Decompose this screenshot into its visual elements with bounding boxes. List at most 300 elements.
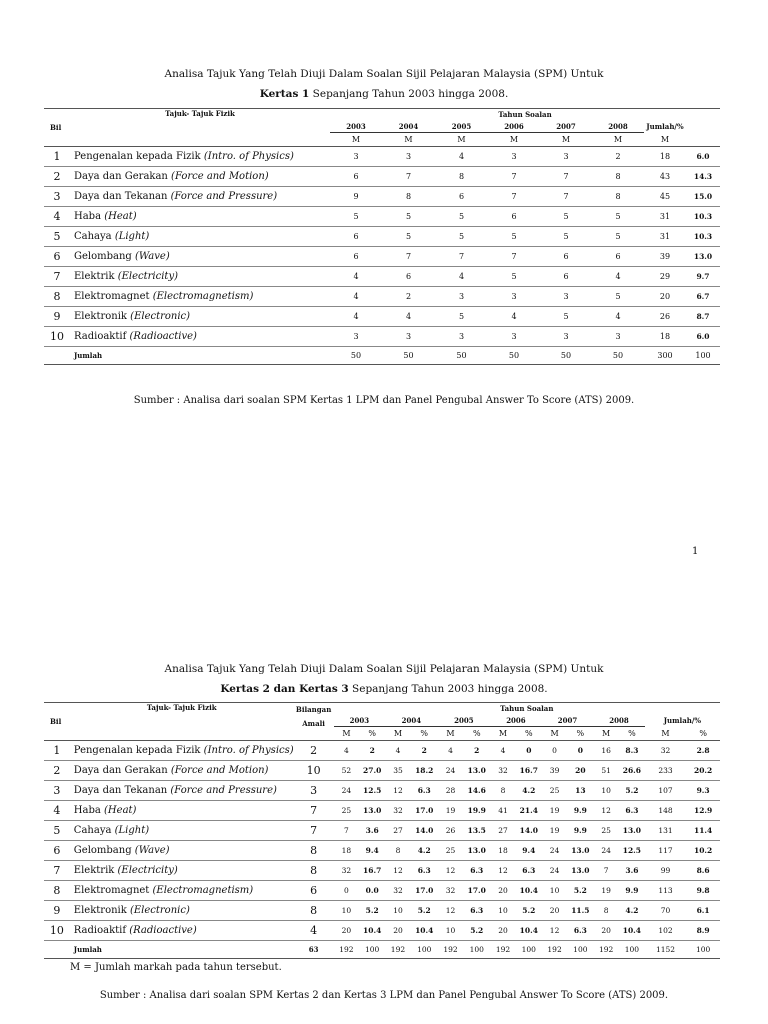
row-percent: 6.1 (686, 901, 720, 921)
pct-value: 6.3 (567, 921, 593, 941)
table-row (44, 821, 720, 841)
row-percent: 12.9 (686, 801, 720, 821)
pct-value: 27.0 (359, 761, 385, 781)
pct-value: 0 (567, 741, 593, 761)
pct-value: 10.4 (359, 921, 385, 941)
row-amali: 8 (294, 901, 334, 921)
row-percent: 8.7 (686, 307, 720, 327)
m-value: 5 (435, 207, 488, 227)
jumlah-value: 100 (516, 941, 542, 959)
row-bil: 9 (44, 307, 70, 327)
topic-malay: Gelombang (74, 251, 135, 262)
row-percent: 8.9 (686, 921, 720, 941)
row-total: 26 (644, 307, 686, 327)
m-header: M (542, 727, 568, 741)
topic-malay: Daya dan Tekanan (74, 191, 171, 202)
pct-value: 11.5 (567, 901, 593, 921)
topic-english: (Intro. of Physics) (203, 151, 294, 162)
topic-english: (Force and Motion) (171, 171, 269, 182)
row-percent: 6.7 (686, 287, 720, 307)
pct-value: 16.7 (359, 861, 385, 881)
pct-value: 8.3 (619, 741, 645, 761)
m-value: 3 (382, 327, 435, 347)
pct-value: 5.2 (516, 901, 542, 921)
page2-title-bold: Kertas 2 dan Kertas 3 (220, 683, 349, 695)
table-row (44, 307, 720, 327)
row-percent: 13.0 (686, 247, 720, 267)
row-bil: 9 (44, 901, 70, 921)
pct-value: 4.2 (411, 841, 438, 861)
m-value: 8 (592, 187, 644, 207)
jumlah-label: Jumlah (70, 941, 294, 959)
row-total: 29 (644, 267, 686, 287)
row-topic (70, 761, 294, 781)
jumlah-header-pad (686, 121, 720, 133)
row-topic (70, 227, 330, 247)
m-value: 39 (542, 761, 568, 781)
row-percent: 9.7 (686, 267, 720, 287)
topic-malay: Elektromagnet (73, 885, 153, 896)
page2-title-line1: Analisa Tajuk Yang Telah Diuji Dalam Soalan Sijil Pelajaran Malaysia (SPM) Untuk (164, 663, 604, 675)
topic-english: (Heat) (104, 805, 137, 816)
m-value: 6 (488, 207, 540, 227)
m-value: 27 (490, 821, 516, 841)
row-bil: 10 (44, 327, 70, 347)
m-value: 4 (330, 287, 382, 307)
m-value: 7 (435, 247, 488, 267)
topic-english: (Electricity) (117, 865, 178, 876)
row-topic (70, 921, 294, 941)
pct-value: 5.2 (619, 781, 645, 801)
m-value: 8 (435, 167, 488, 187)
row-bil: 5 (44, 227, 70, 247)
pct-header: % (359, 727, 385, 741)
pct-value: 18.2 (411, 761, 438, 781)
m-value: 20 (490, 921, 516, 941)
m-value: 3 (540, 327, 592, 347)
row-amali: 4 (294, 921, 334, 941)
year-header: 2005 (435, 121, 488, 133)
jumlah-value: 100 (619, 941, 645, 959)
pct-header: % (619, 727, 645, 741)
pct-value: 14.6 (463, 781, 490, 801)
row-topic (70, 881, 294, 901)
m-value: 7 (488, 247, 540, 267)
row-topic (70, 307, 330, 327)
m-value: 28 (438, 781, 464, 801)
topic-malay: Daya dan Tekanan (73, 785, 171, 796)
jumlah-total: 300 (644, 347, 686, 365)
m-value: 26 (438, 821, 464, 841)
m-value: 5 (435, 307, 488, 327)
m-value: 6 (330, 247, 382, 267)
topic-english: (Force and Pressure) (170, 191, 278, 202)
row-bil: 2 (44, 761, 70, 781)
pct-value: 9.4 (516, 841, 542, 861)
topic-malay: Radioaktif (74, 331, 130, 342)
m-header: M (490, 727, 516, 741)
topic-malay: Pengenalan kepada Fizik (73, 745, 204, 756)
m-value: 4 (592, 267, 644, 287)
row-topic (70, 187, 330, 207)
m-value: 5 (540, 227, 592, 247)
topic-english: (Intro. of Physics) (203, 745, 294, 756)
m-value: 4 (435, 147, 488, 167)
jumlah-value: 100 (463, 941, 490, 959)
m-value: 10 (593, 781, 619, 801)
topic-malay: Pengenalan kepada Fizik (74, 151, 204, 162)
m-value: 8 (593, 901, 619, 921)
m-value: 52 (334, 761, 360, 781)
m-value: 9 (330, 187, 382, 207)
m-value: 6 (330, 167, 382, 187)
m-header: M (435, 133, 488, 147)
row-total: 99 (645, 861, 686, 881)
row-bil: 1 (44, 741, 70, 761)
table-row (44, 881, 720, 901)
row-topic (70, 327, 330, 347)
m-value: 24 (542, 861, 568, 881)
row-amali: 8 (294, 841, 334, 861)
m-value: 5 (540, 207, 592, 227)
topic-english: (Electricity) (117, 271, 179, 282)
table-row (44, 901, 720, 921)
bilangan-label: Bilangan (295, 705, 332, 714)
m-value: 4 (488, 307, 540, 327)
row-bil: 2 (44, 167, 70, 187)
row-amali: 6 (294, 881, 334, 901)
m-value: 25 (438, 841, 464, 861)
row-total: 39 (644, 247, 686, 267)
topic-english: (Light) (114, 231, 150, 242)
table-row (44, 247, 720, 267)
m-value: 7 (382, 247, 435, 267)
m-header: M (488, 133, 540, 147)
page1-title-line2 (0, 88, 768, 100)
year-header: 2004 (382, 121, 435, 133)
jumlah-value: 50 (488, 347, 540, 365)
row-total: 20 (644, 287, 686, 307)
pct-value: 21.4 (516, 801, 542, 821)
year-header: 2007 (540, 121, 592, 133)
row-bil: 3 (44, 781, 70, 801)
row-topic (70, 147, 330, 167)
m-value: 4 (438, 741, 464, 761)
m-value: 6 (540, 267, 592, 287)
topic-english: (Wave) (135, 251, 170, 262)
jumlah-row (44, 941, 720, 959)
year-header: 2003 (334, 715, 386, 727)
page2-title-line2 (0, 683, 768, 695)
row-bil: 8 (44, 881, 70, 901)
row-bil: 1 (44, 147, 70, 167)
m-value: 20 (334, 921, 360, 941)
topic-english: (Electromagnetism) (152, 291, 254, 302)
topic-english: (Force and Motion) (170, 765, 269, 776)
jumlah-amali: 63 (294, 941, 334, 959)
topic-malay: Elektronik (73, 905, 130, 916)
pct-value: 17.0 (411, 801, 438, 821)
pct-value: 9.4 (359, 841, 385, 861)
row-bil: 7 (44, 861, 70, 881)
m-header: M (330, 133, 382, 147)
pct-value: 13.5 (463, 821, 490, 841)
pct-value: 16.7 (516, 761, 542, 781)
m-value: 7 (382, 167, 435, 187)
year-header: 2005 (438, 715, 491, 727)
row-bil: 10 (44, 921, 70, 941)
pct-value: 13.0 (567, 841, 593, 861)
m-value: 12 (542, 921, 568, 941)
pct-header: % (567, 727, 593, 741)
m-value: 18 (490, 841, 516, 861)
row-total: 233 (645, 761, 686, 781)
m-header: M (593, 727, 619, 741)
jumlah-bil-empty (44, 347, 70, 365)
jumlah-value: 192 (490, 941, 516, 959)
topic-malay: Cahaya (73, 825, 115, 836)
pct-value: 3.6 (619, 861, 645, 881)
topic-malay: Daya dan Gerakan (73, 765, 171, 776)
m-value: 25 (542, 781, 568, 801)
row-topic (70, 841, 294, 861)
m-value: 3 (435, 287, 488, 307)
m-value: 25 (334, 801, 360, 821)
m-value: 3 (488, 147, 540, 167)
pct-value: 10.4 (516, 881, 542, 901)
m-value: 10 (385, 901, 411, 921)
topic-malay: Radioaktif (73, 925, 130, 936)
pct-value: 17.0 (411, 881, 438, 901)
m-value: 19 (438, 801, 464, 821)
m-value: 20 (542, 901, 568, 921)
pct-value: 10.4 (411, 921, 438, 941)
jumlah-value: 100 (359, 941, 385, 959)
row-amali: 8 (294, 861, 334, 881)
kertas2-table (44, 702, 720, 959)
m-value: 32 (438, 881, 464, 901)
table-row (44, 267, 720, 287)
row-total: 18 (644, 327, 686, 347)
m-value: 2 (382, 287, 435, 307)
m-value: 10 (542, 881, 568, 901)
row-total: 102 (645, 921, 686, 941)
m-value: 0 (334, 881, 360, 901)
row-amali: 3 (294, 781, 334, 801)
pct-header: % (463, 727, 490, 741)
jumlah-label: Jumlah (70, 347, 330, 365)
pct-value: 2 (463, 741, 490, 761)
pct-value: 4.2 (619, 901, 645, 921)
topic-english: (Force and Pressure) (170, 785, 277, 796)
m-header: M (644, 133, 686, 147)
m-header: M (645, 727, 686, 741)
pct-header: % (411, 727, 438, 741)
m-value: 41 (490, 801, 516, 821)
row-total: 107 (645, 781, 686, 801)
jumlah-bil-empty (44, 941, 70, 959)
m-value: 7 (488, 187, 540, 207)
row-topic (70, 741, 294, 761)
pct-value: 0 (516, 741, 542, 761)
jumlah-percent: 100 (686, 347, 720, 365)
m-value: 10 (438, 921, 464, 941)
year-header: 2007 (542, 715, 594, 727)
m-value: 5 (488, 267, 540, 287)
m-value: 10 (490, 901, 516, 921)
jumlah-header: Jumlah/% (663, 716, 702, 725)
pct-value: 12.5 (619, 841, 645, 861)
table-row (44, 227, 720, 247)
pct-value: 17.0 (463, 881, 490, 901)
m-value: 0 (542, 741, 568, 761)
table-row (44, 761, 720, 781)
row-total: 18 (644, 147, 686, 167)
row-bil: 4 (44, 801, 70, 821)
row-total: 148 (645, 801, 686, 821)
m-value: 32 (385, 801, 411, 821)
topic-english: (Light) (114, 825, 150, 836)
row-topic (70, 207, 330, 227)
m-value: 6 (435, 187, 488, 207)
m-value: 5 (382, 207, 435, 227)
row-percent: 9.8 (686, 881, 720, 901)
pct-value: 2 (411, 741, 438, 761)
row-amali: 7 (294, 801, 334, 821)
m-value: 12 (385, 781, 411, 801)
pct-value: 13.0 (463, 841, 490, 861)
jumlah-value: 192 (438, 941, 464, 959)
m-value: 16 (593, 741, 619, 761)
row-topic (70, 821, 294, 841)
row-topic (70, 901, 294, 921)
table-row (44, 287, 720, 307)
pct-value: 2 (359, 741, 385, 761)
page1-title-rest: Sepanjang Tahun 2003 hingga 2008. (309, 88, 509, 100)
pct-value: 6.3 (463, 901, 490, 921)
page-number: 1 (692, 546, 699, 557)
row-percent: 10.3 (686, 227, 720, 247)
page2-source: Sumber : Analisa dari soalan SPM Kertas 2 dan Kertas 3 LPM dan Panel Pengubal Answer To Score (ATS) 2009. (99, 990, 669, 1001)
pct-header: % (516, 727, 542, 741)
topic-english: (Electronic) (130, 311, 191, 322)
pct-value: 0.0 (359, 881, 385, 901)
year-header: 2006 (488, 121, 540, 133)
row-percent: 6.0 (686, 147, 720, 167)
page1-title-line1: Analisa Tajuk Yang Telah Diuji Dalam Soalan Sijil Pelajaran Malaysia (SPM) Untuk (164, 68, 604, 80)
topic-malay: Daya dan Gerakan (74, 171, 172, 182)
pct-value: 12.5 (359, 781, 385, 801)
row-topic (70, 167, 330, 187)
row-percent: 6.0 (686, 327, 720, 347)
m-value: 5 (330, 207, 382, 227)
table-row (44, 187, 720, 207)
m-header: M (540, 133, 592, 147)
m-value: 5 (488, 227, 540, 247)
year-header: 2008 (593, 715, 645, 727)
table-row (44, 841, 720, 861)
row-bil: 5 (44, 821, 70, 841)
pct-value: 6.3 (463, 861, 490, 881)
jumlah-header: Jumlah/% (646, 122, 684, 131)
pct-value: 14.0 (516, 821, 542, 841)
m-value: 3 (592, 327, 644, 347)
pct-value: 6.3 (516, 861, 542, 881)
m-value: 6 (592, 247, 644, 267)
m-value: 32 (334, 861, 360, 881)
table-row (44, 327, 720, 347)
bilangan-amali-header (294, 703, 334, 741)
pct-value: 10.4 (619, 921, 645, 941)
m-value: 6 (382, 267, 435, 287)
tajuk-header-2: Tajuk- Tajuk Fizik (70, 703, 294, 741)
m-header: M (334, 727, 360, 741)
row-total: 43 (644, 167, 686, 187)
table-row (44, 781, 720, 801)
pct-value: 6.3 (411, 861, 438, 881)
m-value: 3 (330, 327, 382, 347)
row-percent: 2.8 (686, 741, 720, 761)
row-topic (70, 267, 330, 287)
m-value: 25 (593, 821, 619, 841)
m-value: 5 (592, 207, 644, 227)
pct-value: 19.9 (463, 801, 490, 821)
m-value: 35 (385, 761, 411, 781)
row-percent: 8.6 (686, 861, 720, 881)
m-value: 12 (593, 801, 619, 821)
pct-value: 26.6 (619, 761, 645, 781)
table-row (44, 861, 720, 881)
m-value: 19 (542, 801, 568, 821)
row-total: 113 (645, 881, 686, 901)
row-total: 31 (644, 207, 686, 227)
table-row (44, 741, 720, 761)
tajuk-header: Tajuk- Tajuk Fizik (70, 109, 330, 147)
m-value: 51 (593, 761, 619, 781)
jumlah-value: 192 (334, 941, 360, 959)
jumlah-value: 192 (542, 941, 568, 959)
m-value: 6 (540, 247, 592, 267)
m-value: 12 (438, 901, 464, 921)
page1-source: Sumber : Analisa dari soalan SPM Kertas 1 LPM dan Panel Pengubal Answer To Score (ATS) 2009. (133, 395, 635, 406)
row-topic (70, 287, 330, 307)
m-value: 4 (385, 741, 411, 761)
m-value: 2 (592, 147, 644, 167)
topic-malay: Gelombang (73, 845, 135, 856)
jumlah-value: 100 (411, 941, 438, 959)
year-header: 2006 (490, 715, 542, 727)
m-value: 7 (540, 167, 592, 187)
row-bil: 4 (44, 207, 70, 227)
row-percent: 20.2 (686, 761, 720, 781)
m-value: 19 (593, 881, 619, 901)
m-value: 4 (435, 267, 488, 287)
topic-malay: Haba (74, 211, 105, 222)
m-value: 12 (438, 861, 464, 881)
pct-value: 5.2 (411, 901, 438, 921)
m-value: 6 (330, 227, 382, 247)
pct-value: 20 (567, 761, 593, 781)
table-row (44, 147, 720, 167)
page1-title-bold: Kertas 1 (259, 88, 310, 100)
row-bil: 7 (44, 267, 70, 287)
m-value: 5 (592, 287, 644, 307)
row-percent: 14.3 (686, 167, 720, 187)
pct-value: 6.3 (411, 781, 438, 801)
m-value: 5 (435, 227, 488, 247)
m-value: 20 (385, 921, 411, 941)
topic-english: (Radioactive) (129, 925, 197, 936)
